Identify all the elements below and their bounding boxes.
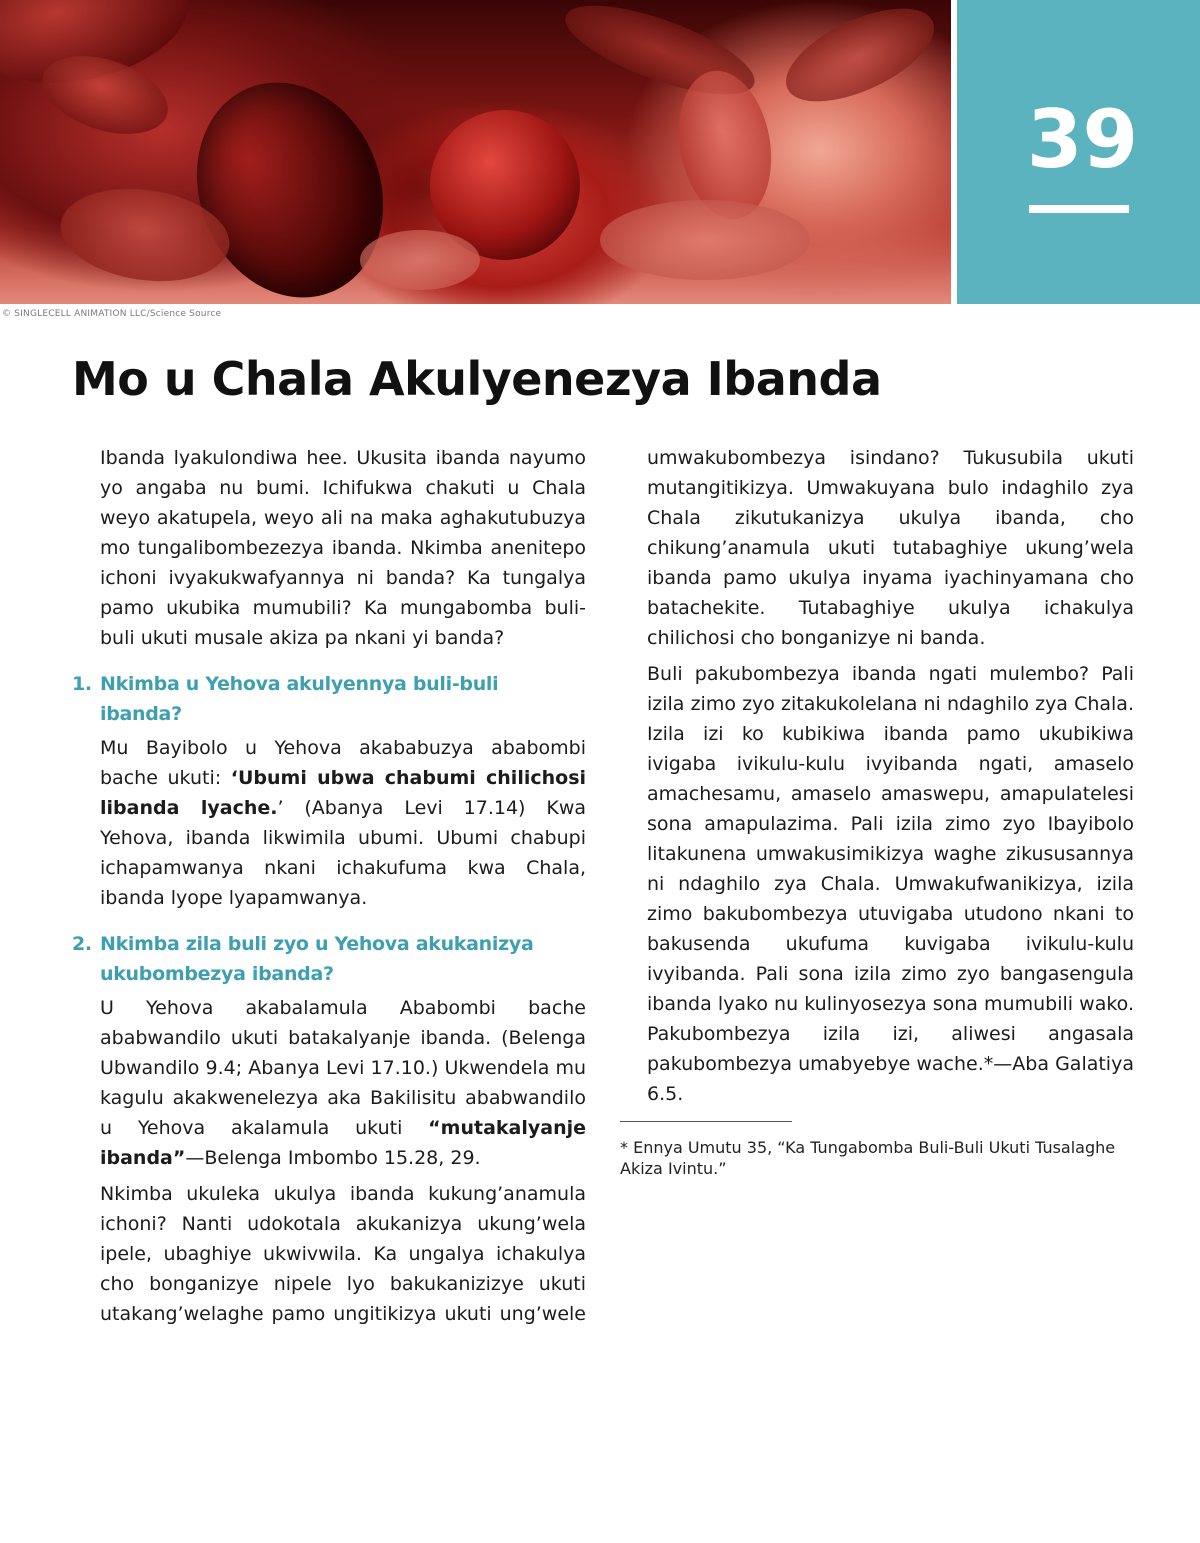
- text-run: U Yehova akabalamula Ababombi bache ababwandilo ukuti batakalyanje ibanda. (Belenga Ubwandilo 9.4; Abanya Levi 17.10.) Ukwendela mu kagulu akakwenelezya aka Bakilisitu ababwandilo u Yehova akalamula ukuti: [100, 997, 586, 1139]
- section-2-paragraph-2-continued: umwakubombezya isindano? Tukusubila ukuti mutangitikizya. Umwakuyana bulo indaghilo zya Chala zikutukanizya ukulya ibanda, cho chikung’anamula ukuti tutabaghiye ukung’wela ibanda pamo ukulya inyama iyachinyamana cho batachekite. Tutabaghiye ukulya ichakulya chilichosi cho bonganizye ni banda.: [647, 447, 1134, 649]
- bold-quote: “mutakalyanje ibanda”: [100, 1117, 586, 1169]
- image-credit: © SINGLECELL ANIMATION LLC/Science Source: [2, 309, 222, 319]
- footnote-divider: [620, 1121, 792, 1122]
- question-number: 2.: [72, 933, 92, 955]
- question-2-heading: [72, 929, 586, 989]
- question-text: Nkimba u Yehova akulyennya buli-buli ibanda?: [100, 673, 499, 725]
- page-title: Mo u Chala Akulyenezya Ibanda: [72, 352, 882, 406]
- scripture-reference: *—Aba Galatiya 6.5.: [647, 1053, 1134, 1105]
- lesson-number-badge: [957, 0, 1200, 304]
- bold-quote: ‘Ubumi ubwa chabumi chilichosi libanda lyache.: [100, 767, 587, 819]
- left-column: [72, 443, 586, 1335]
- hero-image-blood-cells: [0, 0, 951, 304]
- badge-underline: [1029, 205, 1129, 213]
- text-run: Buli pakubombezya ibanda ngati mulembo? Pali izila zimo zyo zitakukolelana ni ndaghilo zya Chala. Izila izi ko kubikiwa ibanda pamo ukubikiwa ivigaba ivikulu-kulu ivyibanda ngati, amaselo amachesamu, amaselo amaswepu, amapulatelesi sona amapulazima. Pali izila zimo zyo Ibayibolo litakunena umwakusimikizya waghe zikususannya ni ndaghilo zya Chala. Umwakufwanikizya, izila zimo bakubombezya utuvigaba utudono nkani to bakusenda ukufuma kuvigaba ivikulu-kulu ivyibanda. Pali sona izila zimo zyo bangasengula ibanda lyako nu kulinyosezya sona mumubili wako. Pakubombezya izila izi, aliwesi angasala pakubombezya umabyebye wache.: [647, 663, 1134, 1075]
- footnote: * Ennya Umutu 35, “Ka Tungabomba Buli-Buli Ukuti Tusalaghe Akiza Ivintu.”: [620, 1138, 1116, 1178]
- text-run: ’ (Abanya Levi 17.14) Kwa Yehova, ibanda likwimila ubumi. Ubumi chabupi ichapamwanya nkani ichakufuma kwa Chala, ibanda lyope lyapamwanya.: [100, 797, 586, 909]
- text-run: —Belenga Imbombo 15.28, 29.: [185, 1147, 481, 1169]
- question-number: 1.: [72, 673, 92, 695]
- blood-cell: [773, 0, 948, 121]
- section-2-paragraph-3: [620, 659, 1134, 1109]
- intro-paragraph: Ibanda lyakulondiwa hee. Ukusita ibanda nayumo yo angaba nu bumi. Ichifukwa chakuti u Chala weyo akatupela, weyo ali na maka aghakutubuzya mo tungalibombezezya ibanda. Nkimba anenitepo ichoni ivyakukwafyannya ni banda? Ka tungalya pamo ukubika mumubili? Ka mungabomba buli-buli ukuti musale akiza pa nkani yi banda?: [100, 447, 586, 649]
- right-column: [620, 443, 1134, 1179]
- blood-cell: [360, 230, 480, 290]
- question-text: Nkimba zila buli zyo u Yehova akukanizya ukubombezya ibanda?: [100, 933, 534, 985]
- lesson-number: 39: [1026, 93, 1139, 186]
- blood-cell: [600, 200, 810, 280]
- section-2-paragraph-1: [72, 993, 586, 1173]
- section-2-paragraph-2: Nkimba ukuleka ukulya ibanda kukung’anamula ichoni? Nanti udokotala akukanizya ukung’wela ipele, ubaghiye ukwivwila. Ka ungalya ichakulya cho bonganizye nipele lyo bakukanizizye ukuti utakang’welaghe pamo ungitikizya ukuti ung’wele: [100, 1183, 586, 1325]
- text-run: Mu Bayibolo u Yehova akababuzya ababombi bache ukuti:: [100, 737, 586, 789]
- section-1-paragraph: [72, 733, 586, 913]
- question-1-heading: [72, 669, 586, 729]
